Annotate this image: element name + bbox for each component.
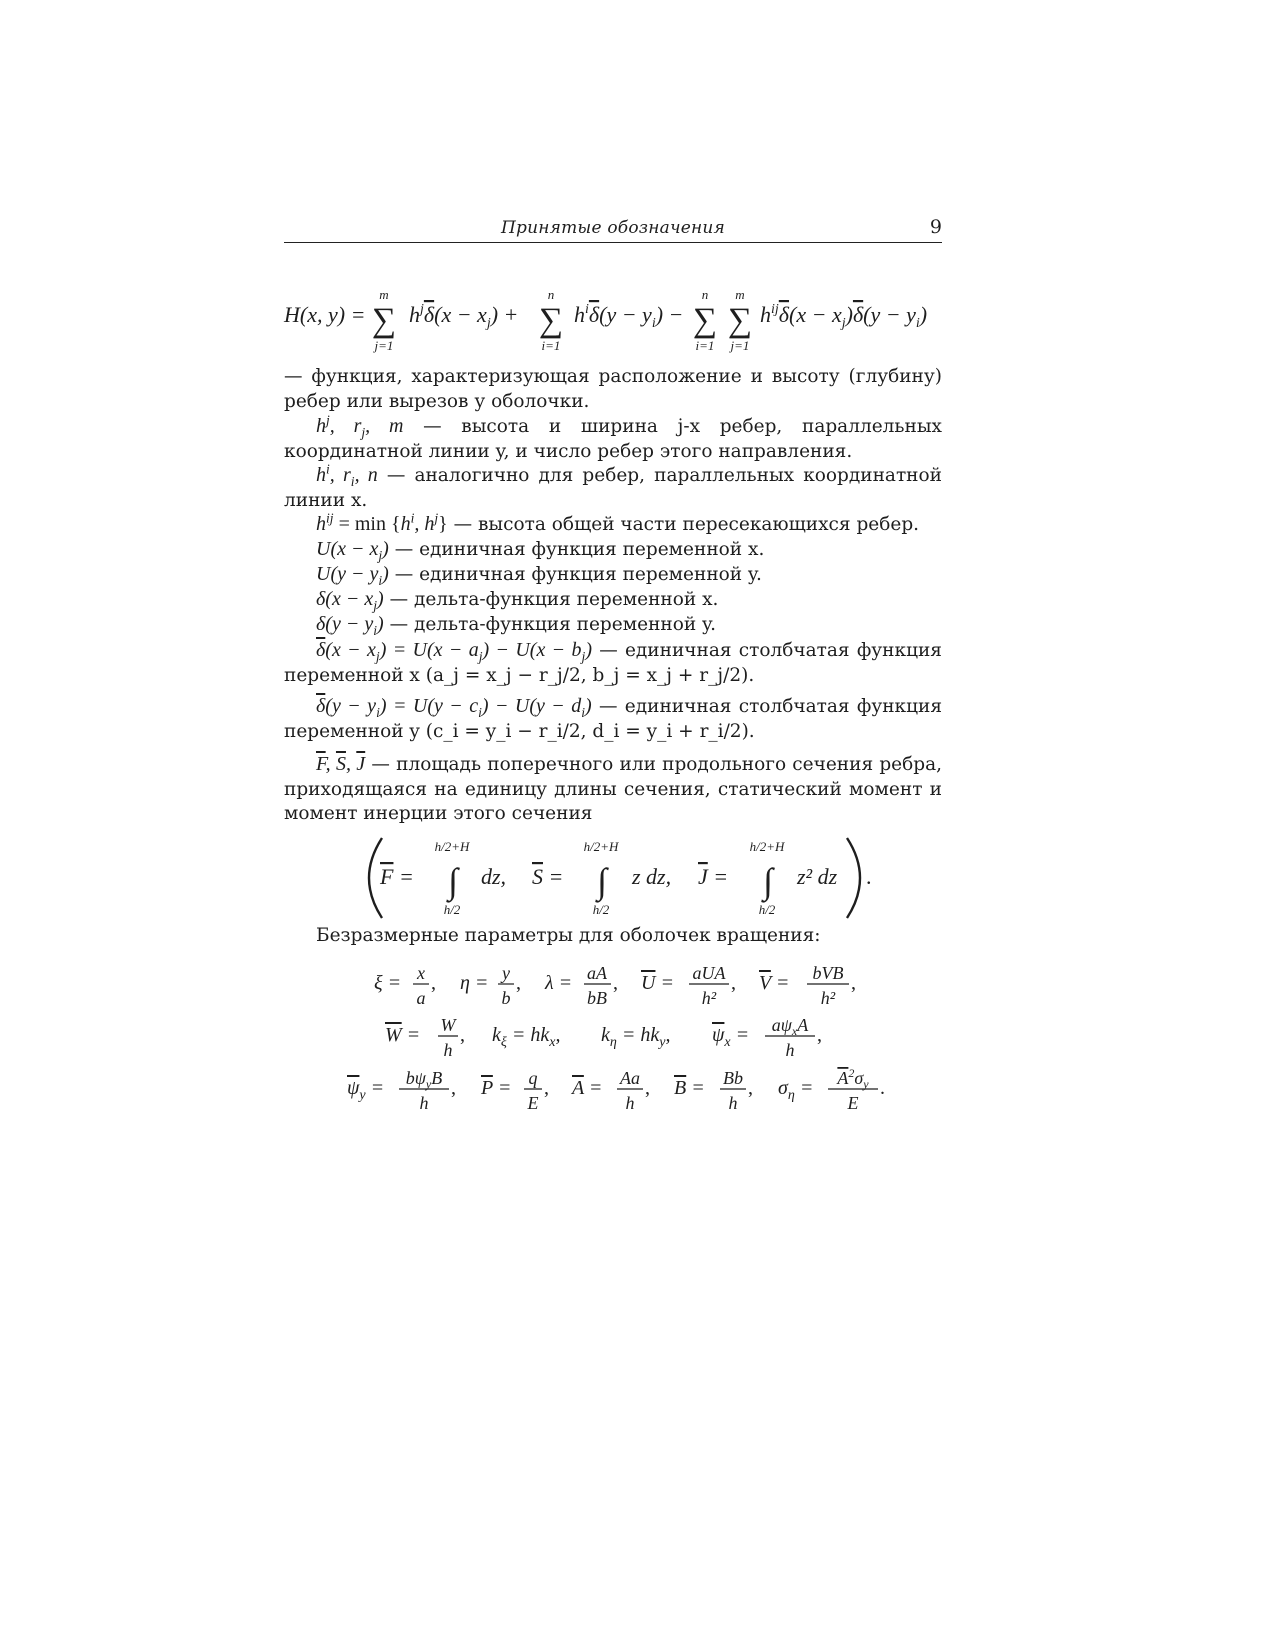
svg-text:,: , bbox=[817, 1024, 822, 1046]
header-title: Принятые обозначения bbox=[500, 218, 726, 238]
p7-math: $\delta(x - x_j)$ bbox=[316, 588, 384, 613]
J-lower: h/2 bbox=[758, 902, 776, 917]
svg-text:E: E bbox=[847, 1093, 859, 1113]
svg-text:aA: aA bbox=[587, 963, 607, 983]
svg-text:b: b bbox=[501, 988, 511, 1008]
sum2-top: n bbox=[547, 287, 555, 302]
svg-text:kξ = hkx,: $k_\xi = hk_x$, bbox=[492, 1024, 561, 1050]
text-p8 bbox=[284, 612, 942, 638]
S-integral-sign: ∫ bbox=[597, 861, 607, 901]
p5-text: — единичная функция переменной x. bbox=[394, 539, 765, 560]
svg-text:B =: B = bbox=[674, 1077, 705, 1099]
F-integral-sign: ∫ bbox=[448, 861, 458, 901]
sum1-sigma: ∑ bbox=[371, 302, 397, 339]
J-upper: h/2+H bbox=[749, 839, 785, 854]
p4-text: — высота общей части пересекающихся ребер. bbox=[453, 514, 920, 535]
integrals-end: . bbox=[866, 864, 872, 889]
svg-text:A2σy: $A^2\sigma_y$ bbox=[837, 1066, 869, 1091]
svg-text:q: q bbox=[528, 1068, 538, 1088]
svg-text:,: , bbox=[851, 972, 856, 994]
svg-text:aUA: aUA bbox=[692, 963, 726, 983]
svg-text:y: y bbox=[502, 963, 510, 983]
svg-text:,: , bbox=[451, 1077, 456, 1099]
p2-text: — высота и ширина j-х ребер, параллельных координатной линии y, и число ребер этого направления. bbox=[284, 416, 942, 462]
text-p2 bbox=[284, 414, 942, 464]
svg-text:h: h bbox=[785, 1040, 795, 1060]
p3-text: — аналогично для ребер, параллельных координатной линии x. bbox=[284, 465, 942, 511]
svg-text:,: , bbox=[431, 972, 436, 994]
svg-text:h²: h² bbox=[820, 988, 836, 1008]
p9-text: — единичная столбчатая функция переменной x (a_j = x_j − r_j/2, b_j = x_j + r_j/2). bbox=[284, 640, 942, 686]
sum4-bottom: j=1 bbox=[730, 338, 750, 353]
p7-text: — дельта-функция переменной x. bbox=[389, 589, 719, 610]
sum1-bottom: j=1 bbox=[374, 338, 394, 353]
svg-text:P =: P = bbox=[481, 1077, 512, 1099]
svg-text:h: h bbox=[625, 1093, 635, 1113]
S-lower: h/2 bbox=[592, 902, 610, 917]
svg-text:W: W bbox=[440, 1015, 456, 1035]
p3-math: $h^i$, $r_i$, n bbox=[316, 461, 378, 489]
J-integral-sign: ∫ bbox=[763, 861, 773, 901]
svg-text:bB: bB bbox=[587, 988, 607, 1008]
J-integrand: z² dz bbox=[797, 864, 838, 889]
svg-text:bVB: bVB bbox=[812, 963, 844, 983]
p9-math: $\overline{\delta}(x - x_j) = U(x - a_j) - U(x - b_j)$ bbox=[316, 639, 592, 664]
svg-text:kη = hky,: $k_\eta = hk_y$, bbox=[601, 1024, 671, 1050]
svg-text:.: . bbox=[880, 1077, 885, 1099]
p6-text: — единичная функция переменной y. bbox=[394, 564, 762, 585]
svg-text:λ =: λ = bbox=[545, 972, 573, 994]
text-p11 bbox=[284, 752, 942, 827]
text-p5 bbox=[284, 537, 942, 563]
svg-text:W =: W = bbox=[385, 1024, 421, 1046]
formula-H-term1: $h^j\delta(x - x_j)$ + bbox=[409, 302, 519, 331]
text-p7 bbox=[284, 587, 942, 613]
p8-math: $\delta(y - y_i)$ bbox=[316, 613, 384, 638]
svg-text:ξ =: ξ = bbox=[374, 972, 402, 994]
svg-text:,: , bbox=[460, 1024, 465, 1046]
svg-text:,: , bbox=[645, 1077, 650, 1099]
svg-text:Bb: Bb bbox=[723, 1068, 743, 1088]
svg-text:Aa: Aa bbox=[620, 1068, 640, 1088]
sum3-bottom: i=1 bbox=[695, 338, 715, 353]
sum4-top: m bbox=[735, 287, 745, 302]
svg-text:,: , bbox=[516, 972, 521, 994]
p4-math: $h^{ij} = \min \{h^i$, $h^j$} bbox=[316, 510, 448, 535]
text-p9 bbox=[284, 638, 942, 688]
text-p3 bbox=[284, 463, 942, 513]
svg-text:aψxA: $a\psi_xA$ bbox=[771, 1015, 809, 1038]
text-p10 bbox=[284, 694, 942, 744]
svg-text:bψyB: $b\psi_yB$ bbox=[405, 1068, 443, 1091]
page-number: 9 bbox=[929, 216, 942, 238]
svg-text:,: , bbox=[544, 1077, 549, 1099]
integrals-display bbox=[369, 838, 872, 918]
F-lower: h/2 bbox=[443, 902, 461, 917]
svg-text:h: h bbox=[419, 1093, 429, 1113]
sum1-top: m bbox=[379, 287, 389, 302]
p10-math: $\overline{\delta}(y - y_i) = U(y - c_i) - U(y - d_i)$ bbox=[316, 695, 592, 720]
sum3-sigma: ∑ bbox=[692, 302, 718, 339]
text-p12: Безразмерные параметры для оболочек вращения: bbox=[316, 925, 821, 946]
svg-text:,: , bbox=[731, 972, 736, 994]
svg-text:h: h bbox=[728, 1093, 738, 1113]
params-row-3 bbox=[347, 1066, 885, 1113]
p6-math: $U(y - y_i)$ bbox=[316, 563, 389, 588]
svg-text:,: , bbox=[748, 1077, 753, 1099]
params-row-1 bbox=[374, 963, 856, 1008]
right-paren bbox=[847, 838, 860, 918]
p5-math: $U(x - x_j)$ bbox=[316, 538, 389, 563]
S-integrand: z dz, bbox=[632, 864, 672, 889]
sum2-bottom: i=1 bbox=[541, 338, 561, 353]
p8-text: — дельта-функция переменной y. bbox=[389, 614, 716, 635]
p10-text: — единичная столбчатая функция переменной y (c_i = y_i − r_i/2, d_i = y_i + r_i/2). bbox=[284, 696, 942, 742]
text-p1: — функция, характеризующая расположение и высоту (глубину) ребер или вырезов у оболочки. bbox=[284, 366, 942, 412]
text-p6 bbox=[284, 562, 942, 588]
svg-text:ψx =: $\psi_x$ = bbox=[712, 1024, 750, 1050]
formula-H-term2: $h^i\delta(y - y_i)$ − bbox=[574, 302, 684, 331]
svg-text:U =: U = bbox=[641, 972, 674, 994]
svg-text:h²: h² bbox=[701, 988, 717, 1008]
svg-text:ψy =: $\psi_y$ = bbox=[347, 1077, 385, 1103]
F-label: F = bbox=[380, 864, 414, 889]
S-upper: h/2+H bbox=[583, 839, 619, 854]
svg-text:V =: V = bbox=[759, 972, 790, 994]
svg-text:η =: η = bbox=[460, 972, 489, 994]
J-label: J = bbox=[698, 864, 729, 889]
svg-text:E: E bbox=[527, 1093, 539, 1113]
formula-H-lhs: H(x, y) = bbox=[284, 302, 366, 327]
params-display bbox=[347, 963, 885, 1113]
svg-text:,: , bbox=[613, 972, 618, 994]
F-integrand: dz, bbox=[481, 864, 507, 889]
S-label: S = bbox=[532, 864, 564, 889]
formula-H-term3: $h^{ij}\delta(x - x_j)\delta(y - y_i)$ bbox=[760, 302, 928, 331]
svg-text:x: x bbox=[417, 963, 425, 983]
svg-text:ση =: $\sigma_\eta$ = bbox=[778, 1077, 814, 1103]
sum4-sigma: ∑ bbox=[727, 302, 753, 339]
F-upper: h/2+H bbox=[434, 839, 470, 854]
p11-text: — площадь поперечного или продольного сечения ребра, приходящаяся на единицу длины сечения, статический момент и момент инерции этого сечения bbox=[284, 754, 943, 824]
p2-math: $h^j$, $r_j$, m bbox=[316, 412, 404, 440]
text-p4 bbox=[284, 512, 942, 538]
p11-math: $\overline{F}$, $\overline{S}$, $\overline{J}$ bbox=[316, 753, 366, 775]
params-row-2 bbox=[385, 1015, 822, 1060]
sum3-top: n bbox=[701, 287, 709, 302]
svg-text:A =: A = bbox=[572, 1077, 603, 1099]
svg-text:a: a bbox=[416, 988, 426, 1008]
svg-text:h: h bbox=[443, 1040, 453, 1060]
sum2-sigma: ∑ bbox=[538, 302, 564, 339]
formula-H bbox=[283, 287, 927, 353]
